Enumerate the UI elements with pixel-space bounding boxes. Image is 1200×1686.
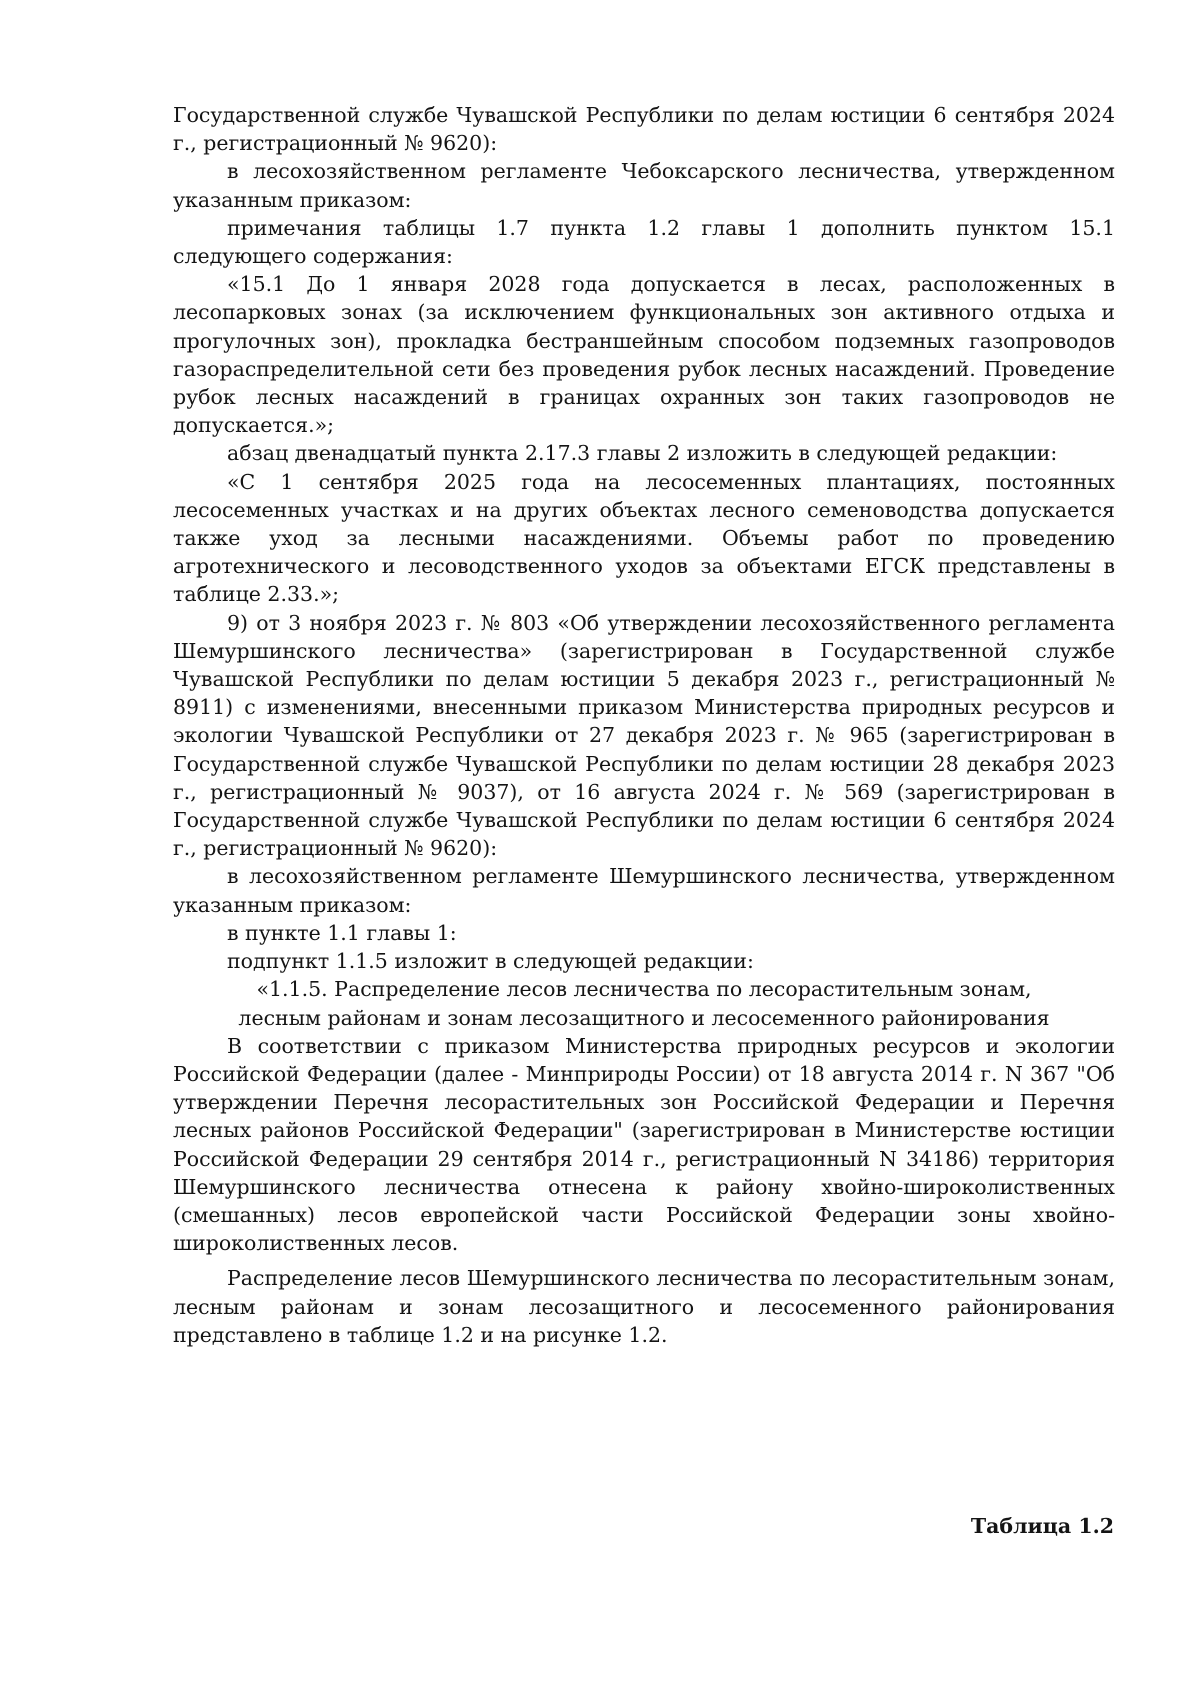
paragraph-quote-september-2025: «С 1 сентября 2025 года на лесосеменных плантациях, постоянных лесосеменных участках и на других объектах лесного семеноводства допускается также уход за лесными насаждениями. Объемы работ по проведению агротехнического и лесоводственного уходов за объектами ЕГСК представлены в таблице 2.33.»; [173, 469, 1115, 607]
paragraph-shemursha-regulation: в лесохозяйственном регламенте Шемуршинского лесничества, утвержденном указанным приказом: [173, 864, 1115, 917]
paragraph-point-1-1: в пункте 1.1 главы 1: [227, 920, 457, 945]
paragraph-table-notes: примечания таблицы 1.7 пункта 1.2 главы 1 дополнить пунктом 15.1 следующего содержания: [173, 215, 1115, 269]
paragraph-minprirody-order: В соответствии с приказом Министерства природных ресурсов и экологии Российской Федерации (далее - Минприроды России) от 18 августа 2014 г. N 367 "Об утверждении Перечня лесорастительных зон Российской Федерации и Перечня лесных районов Российской Федерации" (зарегистрирован в Министерстве юстиции Российской Федерации 29 сентября 2014 г., регистрационный N 34186) территория Шемуршинского лесничества отнесена к району хвойно-широколиственных (смешанных) лесов европейской части Российской Федерации зоны хвойно-широколиственных лесов. [173, 1033, 1115, 1256]
section-heading-1-1-5: «1.1.5. Распределение лесов лесничества по лесорастительным зонам, лесным районам и зонам лесозащитного и лесосеменного районирования [238, 977, 1050, 1030]
paragraph-cheboksary-regulation: в лесохозяйственном регламенте Чебоксарского лесничества, утвержденном указанным приказом: [173, 159, 1115, 212]
paragraph-abzac-12: абзац двенадцатый пункта 2.17.3 главы 2 изложить в следующей редакции: [227, 441, 1058, 466]
table-caption: Таблица 1.2 [970, 1514, 1114, 1538]
paragraph-subpoint-1-1-5: подпункт 1.1.5 изложит в следующей редакции: [227, 949, 754, 974]
paragraph-continuation: Государственной службе Чувашской Республики по делам юстиции 6 сентября 2024 г., регистрационный № 9620): [173, 103, 1115, 156]
paragraph-distribution: Распределение лесов Шемуршинского лесничества по лесорастительным зонам, лесным районам и зонам лесозащитного и лесосеменного районирования представлено в таблице 1.2 и на рисунке 1.2. [173, 1266, 1115, 1347]
document-body [173, 101, 1115, 1349]
paragraph-item-9: 9) от 3 ноября 2023 г. № 803 «Об утверждении лесохозяйственного регламента Шемуршинского лесничества» (зарегистрирован в Государственной службе Чувашской Республики по делам юстиции 5 декабря 2023 г., регистрационный № 8911) с изменениями, внесенными приказом Министерства природных ресурсов и экологии Чувашской Республики от 27 декабря 2023 г. № 965 (зарегистрирован в Государственной службе Чувашской Республики по делам юстиции 28 декабря 2023 г., регистрационный № 9037), от 16 августа 2024 г. № 569 (зарегистрирован в Государственной службе Чувашской Республики по делам юстиции 6 сентября 2024 г., регистрационный № 9620): [173, 610, 1115, 861]
paragraph-quote-15-1: «15.1 До 1 января 2028 года допускается в лесах, расположенных в лесопарковых зонах (за исключением функциональных зон активного отдыха и прогулочных зон), прокладка бестраншейным способом подземных газопроводов газораспределительной сети без проведения рубок лесных насаждений. Проведение рубок лесных насаждений в границах охранных зон таких газопроводов не допускается.»; [173, 272, 1115, 438]
